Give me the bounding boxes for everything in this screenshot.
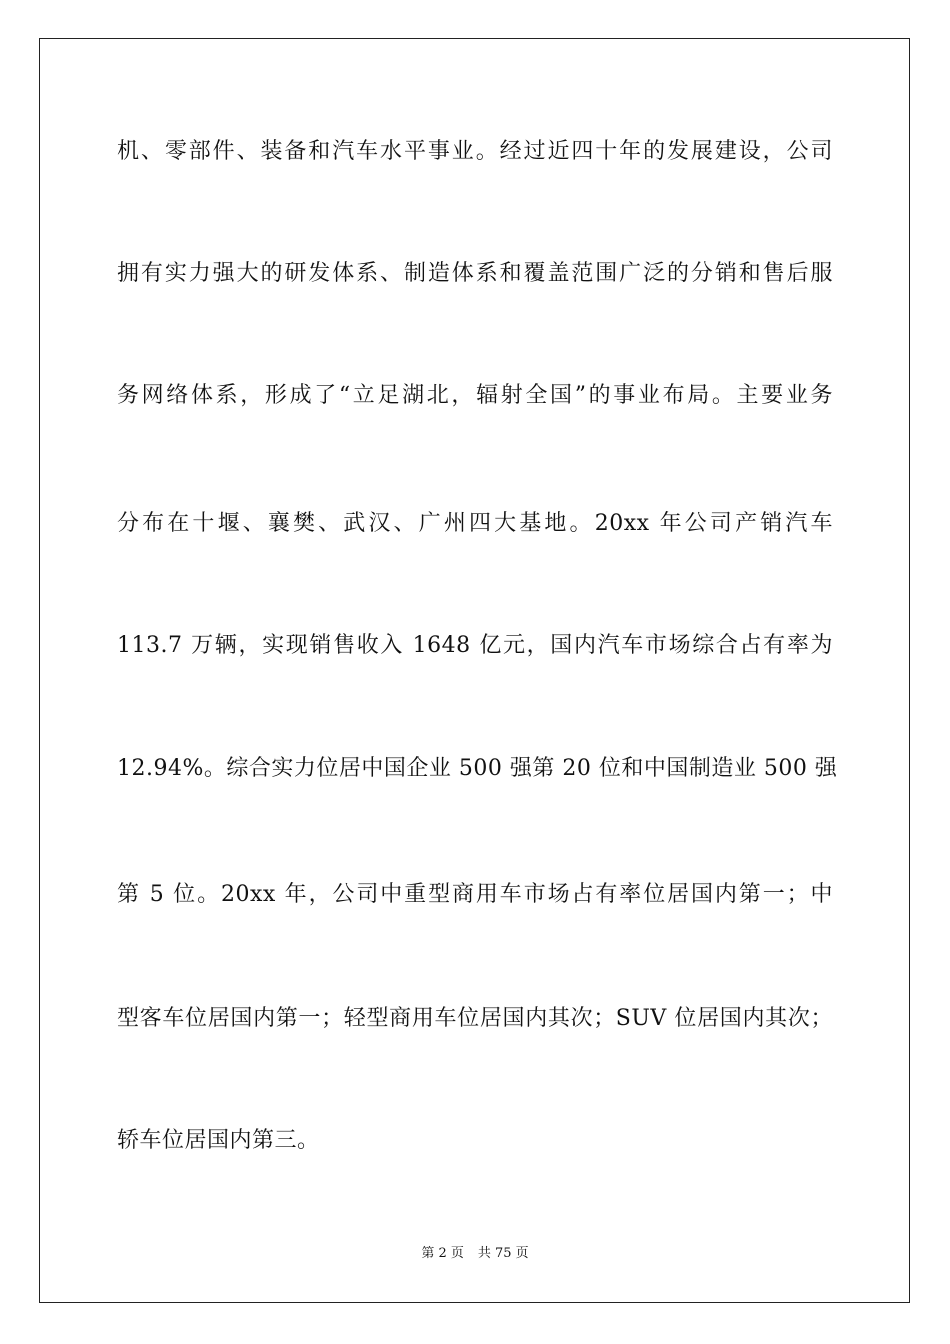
text-line-9: 轿车位居国内第三。: [117, 1128, 320, 1153]
page-border: [39, 38, 910, 1303]
text-line-4: 分布在十堰、襄樊、武汉、广州四大基地。20xx 年公司产销汽车: [117, 511, 833, 536]
page-total: 共 75 页: [477, 1246, 529, 1261]
text-line-3: 务网络体系，形成了“立足湖北，辐射全国”的事业布局。主要业务: [117, 383, 833, 408]
text-line-7: 第 5 位。20xx 年，公司中重型商用车市场占有率位居国内第一；中: [117, 882, 833, 907]
page-footer: [0, 1245, 950, 1263]
text-line-5: 113.7 万辆，实现销售收入 1648 亿元，国内汽车市场综合占有率为: [117, 633, 833, 658]
text-line-1: 机、零部件、装备和汽车水平事业。经过近四十年的发展建设，公司: [117, 139, 833, 164]
page-number: 第 2 页: [421, 1246, 464, 1261]
text-line-6: 12.94%。综合实力位居中国企业 500 强第 20 位和中国制造业 500 强: [117, 756, 838, 781]
text-line-2: 拥有实力强大的研发体系、制造体系和覆盖范围广泛的分销和售后服: [117, 261, 833, 286]
text-line-8: 型客车位居国内第一；轻型商用车位居国内其次；SUV 位居国内其次；: [117, 1006, 833, 1031]
